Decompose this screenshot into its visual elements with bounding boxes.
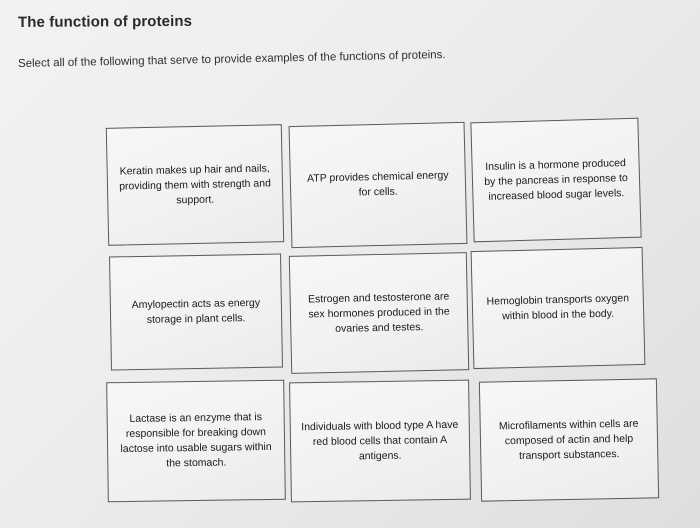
option-microfilaments[interactable] [479, 378, 659, 501]
option-blood-type-a[interactable] [289, 380, 471, 503]
option-atp[interactable] [289, 122, 468, 248]
option-lactase[interactable] [106, 380, 286, 502]
question-instruction: Select all of the following that serve to provide examples of the functions of proteins. [17, 49, 446, 70]
option-amylopectin[interactable] [109, 254, 283, 371]
option-text: Individuals with blood type A have red blood cells that contain A antigens. [301, 418, 459, 462]
option-hemoglobin[interactable] [471, 247, 646, 369]
option-keratin[interactable] [106, 124, 284, 246]
option-estrogen-testosterone[interactable] [289, 252, 469, 374]
question-title: The function of proteins [17, 12, 193, 31]
option-insulin[interactable] [470, 118, 641, 243]
option-text: Amylopectin acts as energy storage in plant cells. [131, 296, 261, 326]
option-text: Microfilaments within cells are composed of actin and help transport substances. [498, 417, 639, 462]
option-text: Keratin makes up hair and nails, providing them with strength and support. [118, 161, 271, 206]
option-text: Hemoglobin transports oxygen within blood in the body. [486, 292, 630, 323]
option-text: ATP provides chemical energy for cells. [306, 169, 449, 199]
option-text: Estrogen and testosterone are sex hormones produced in the ovaries and testes. [307, 290, 450, 335]
option-text: Insulin is a hormone produced by the pancreas in response to increased blood sugar levels. [484, 156, 628, 203]
option-text: Lactase is an enzyme that is responsible for breaking down lactose into usable sugars within the stomach. [120, 411, 272, 470]
